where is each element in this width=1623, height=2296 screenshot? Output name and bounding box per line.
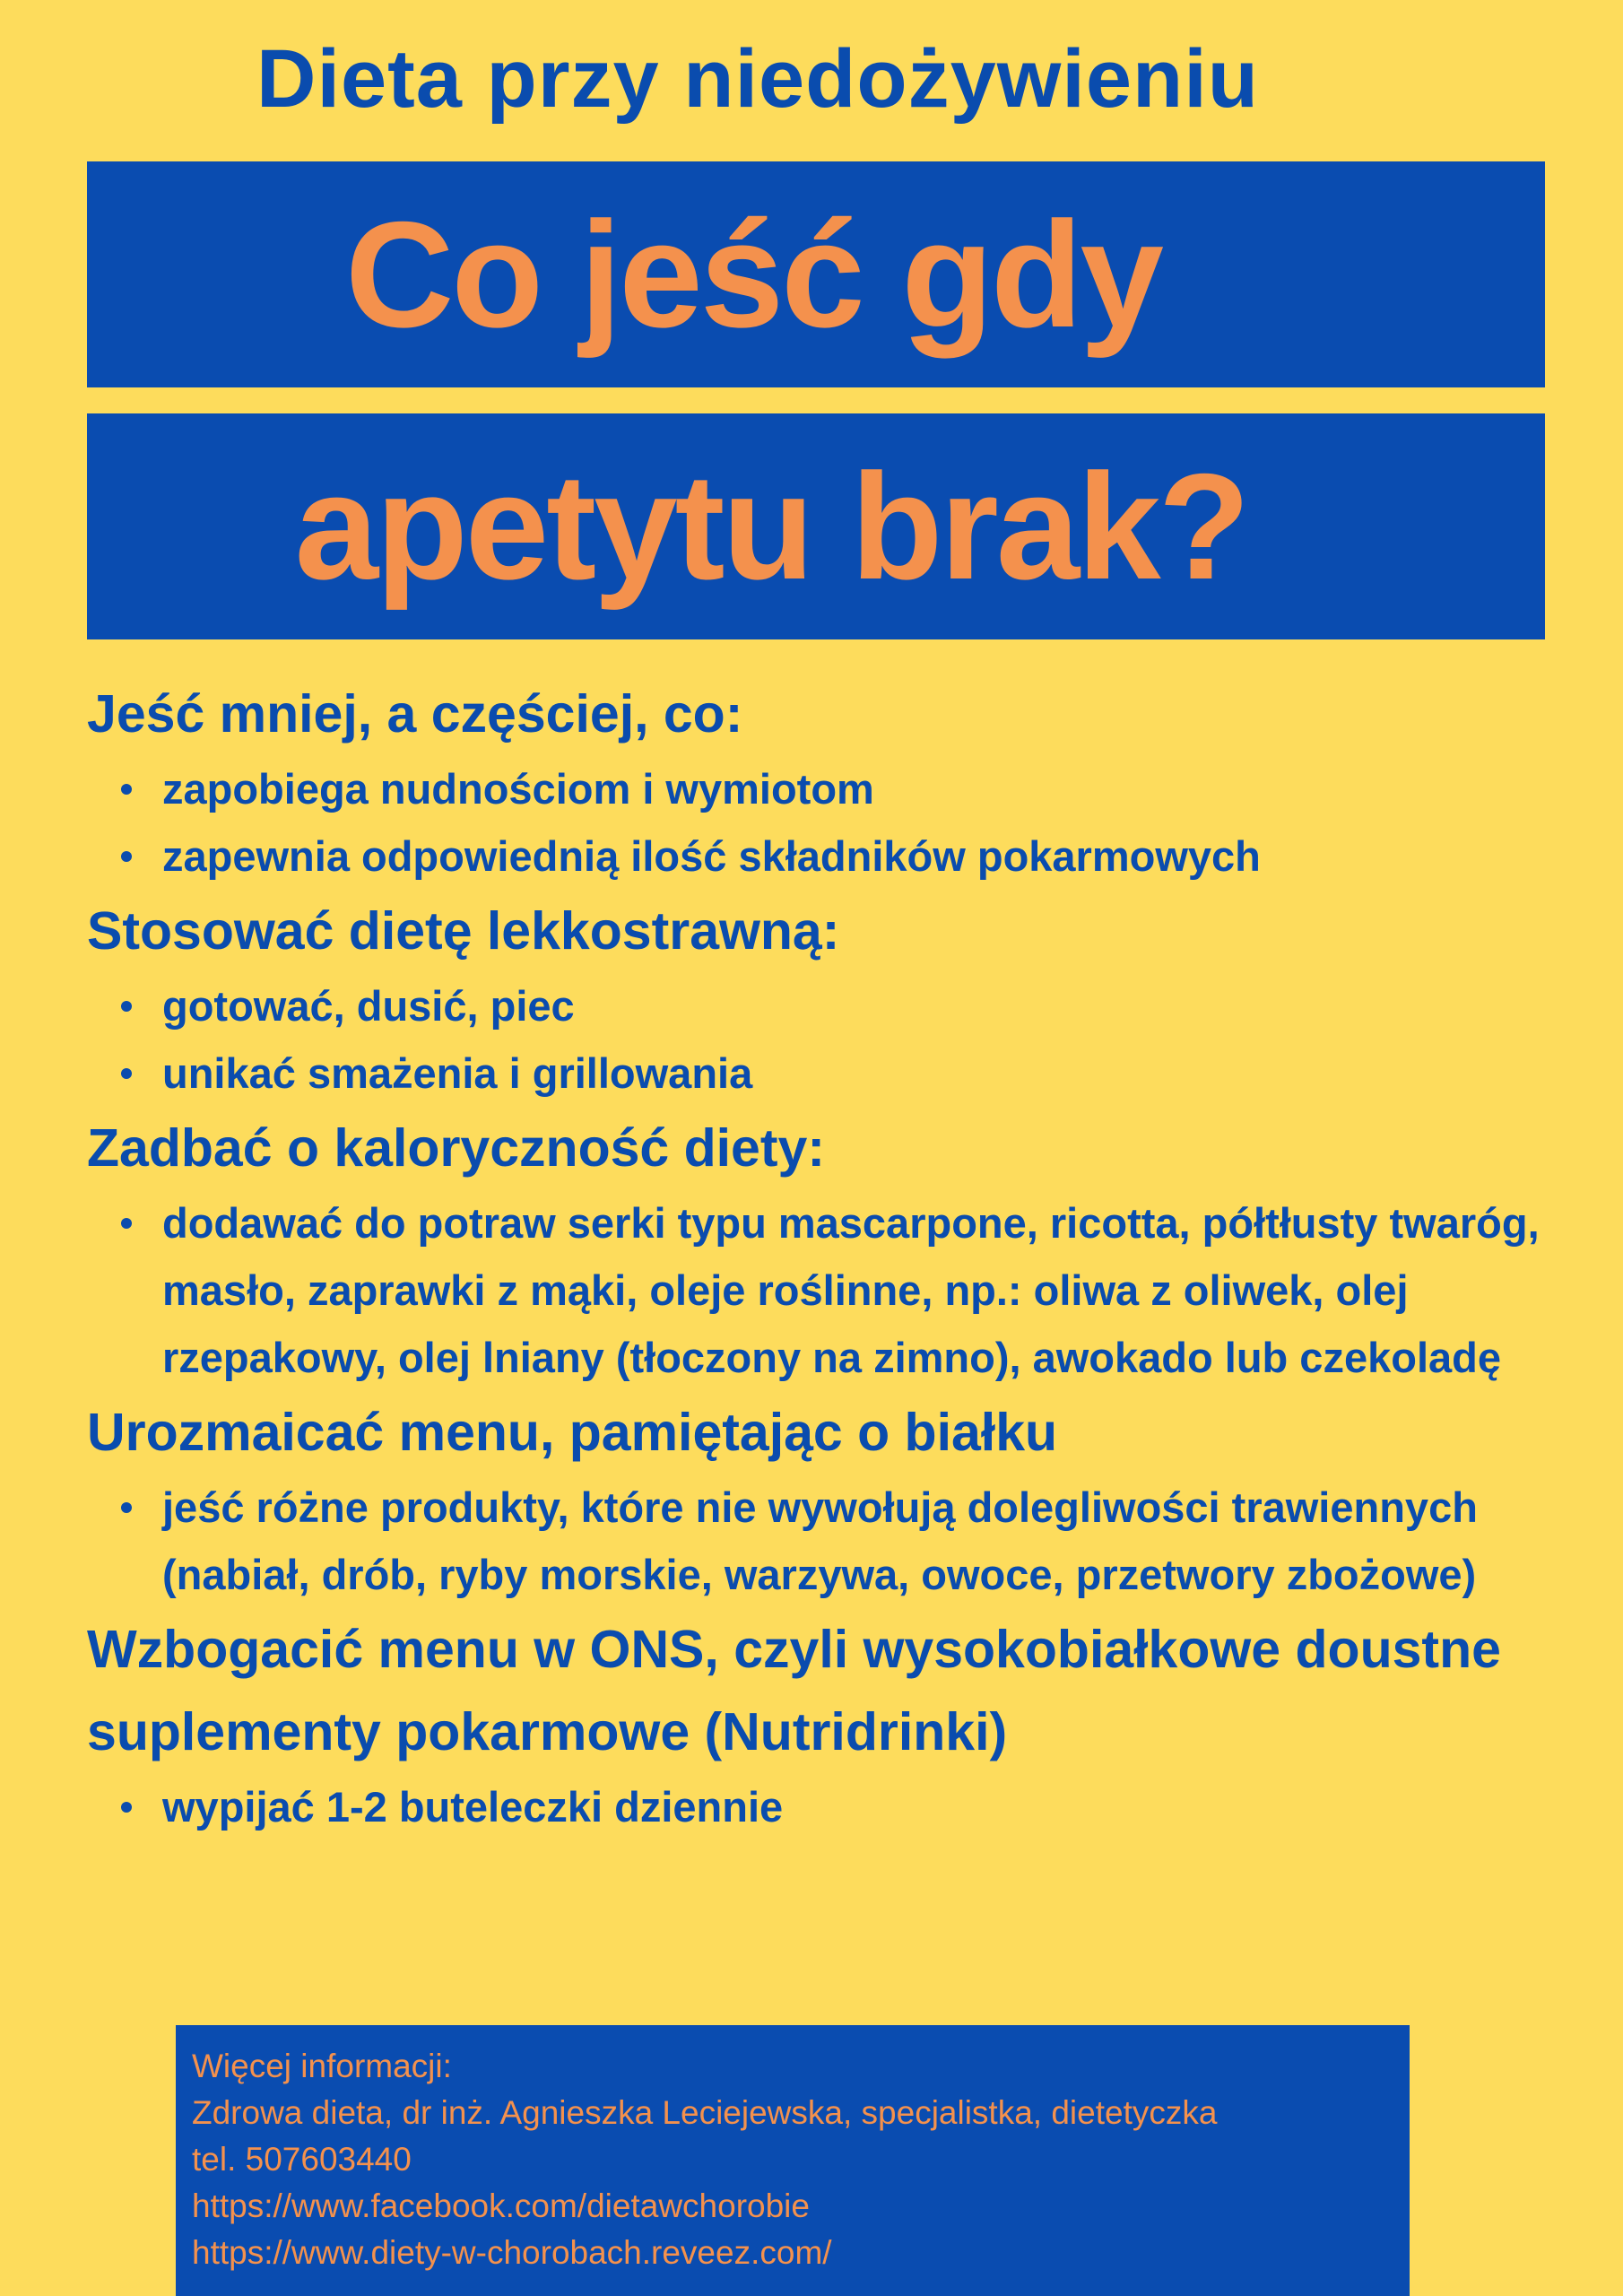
section-list xyxy=(87,1474,1558,1608)
bullet-icon xyxy=(121,1502,132,1513)
bullet-icon xyxy=(121,784,132,795)
phone-number[interactable]: tel. 507603440 xyxy=(192,2141,412,2178)
info-label: Więcej informacji: xyxy=(192,2048,452,2084)
section-list xyxy=(87,1189,1558,1391)
poster-title-line2: apetytu brak? xyxy=(294,441,1248,611)
poster-subtitle: Dieta przy niedożywieniu xyxy=(256,33,1259,125)
list-item: gotować, dusić, piec xyxy=(87,972,1558,1039)
advice-content xyxy=(87,673,1558,1840)
website-link[interactable]: https://www.diety-w-chorobach.reveez.com/ xyxy=(192,2234,832,2271)
facebook-link[interactable]: https://www.facebook.com/dietawchorobie xyxy=(192,2187,810,2224)
section-heading: Zadbać o kaloryczność diety: xyxy=(87,1118,825,1178)
section-heading: Jeść mniej, a częściej, co: xyxy=(87,684,743,744)
list-item: zapobiega nudnościom i wymiotom xyxy=(87,755,1558,822)
bullet-icon xyxy=(121,851,132,862)
bullet-icon xyxy=(121,1001,132,1012)
bullet-icon xyxy=(121,1802,132,1813)
author-line: Zdrowa dieta, dr inż. Agnieszka Leciejewska, specjalistka, dietetyczka xyxy=(192,2094,1218,2131)
section-list xyxy=(87,972,1558,1107)
list-item: dodawać do potraw serki typu mascarpone, ricotta, półtłusty twaróg, masło, zaprawki z mąki, oleje roślinne, np.: oliwa z oliwek, olej rzepakowy, olej lniany (tłoczony na zimno), awokado lub czekoladę xyxy=(87,1189,1558,1391)
list-item: zapewnia odpowiednią ilość składników pokarmowych xyxy=(87,822,1558,890)
list-item: wypijać 1-2 buteleczki dziennie xyxy=(87,1773,1558,1840)
list-item: unikać smażenia i grillowania xyxy=(87,1039,1558,1107)
section-heading: Urozmaicać menu, pamiętając o białku xyxy=(87,1403,1058,1462)
bullet-icon xyxy=(121,1068,132,1079)
title-banner-1 xyxy=(87,161,1545,387)
section-list xyxy=(87,755,1558,890)
list-item: jeść różne produkty, które nie wywołują dolegliwości trawiennych (nabiał, drób, ryby morskie, warzywa, owoce, przetwory zbożowe) xyxy=(87,1474,1558,1608)
section-heading: Stosować dietę lekkostrawną: xyxy=(87,901,840,961)
title-banner-2 xyxy=(87,413,1545,639)
section-list xyxy=(87,1773,1558,1840)
bullet-icon xyxy=(121,1218,132,1229)
contact-info-box xyxy=(176,2025,1410,2296)
section-heading: Wzbogacić menu w ONS, czyli wysokobiałkowe doustne suplementy pokarmowe (Nutridrinki) xyxy=(87,1620,1501,1761)
poster-title-line1: Co jeść gdy xyxy=(345,189,1161,359)
